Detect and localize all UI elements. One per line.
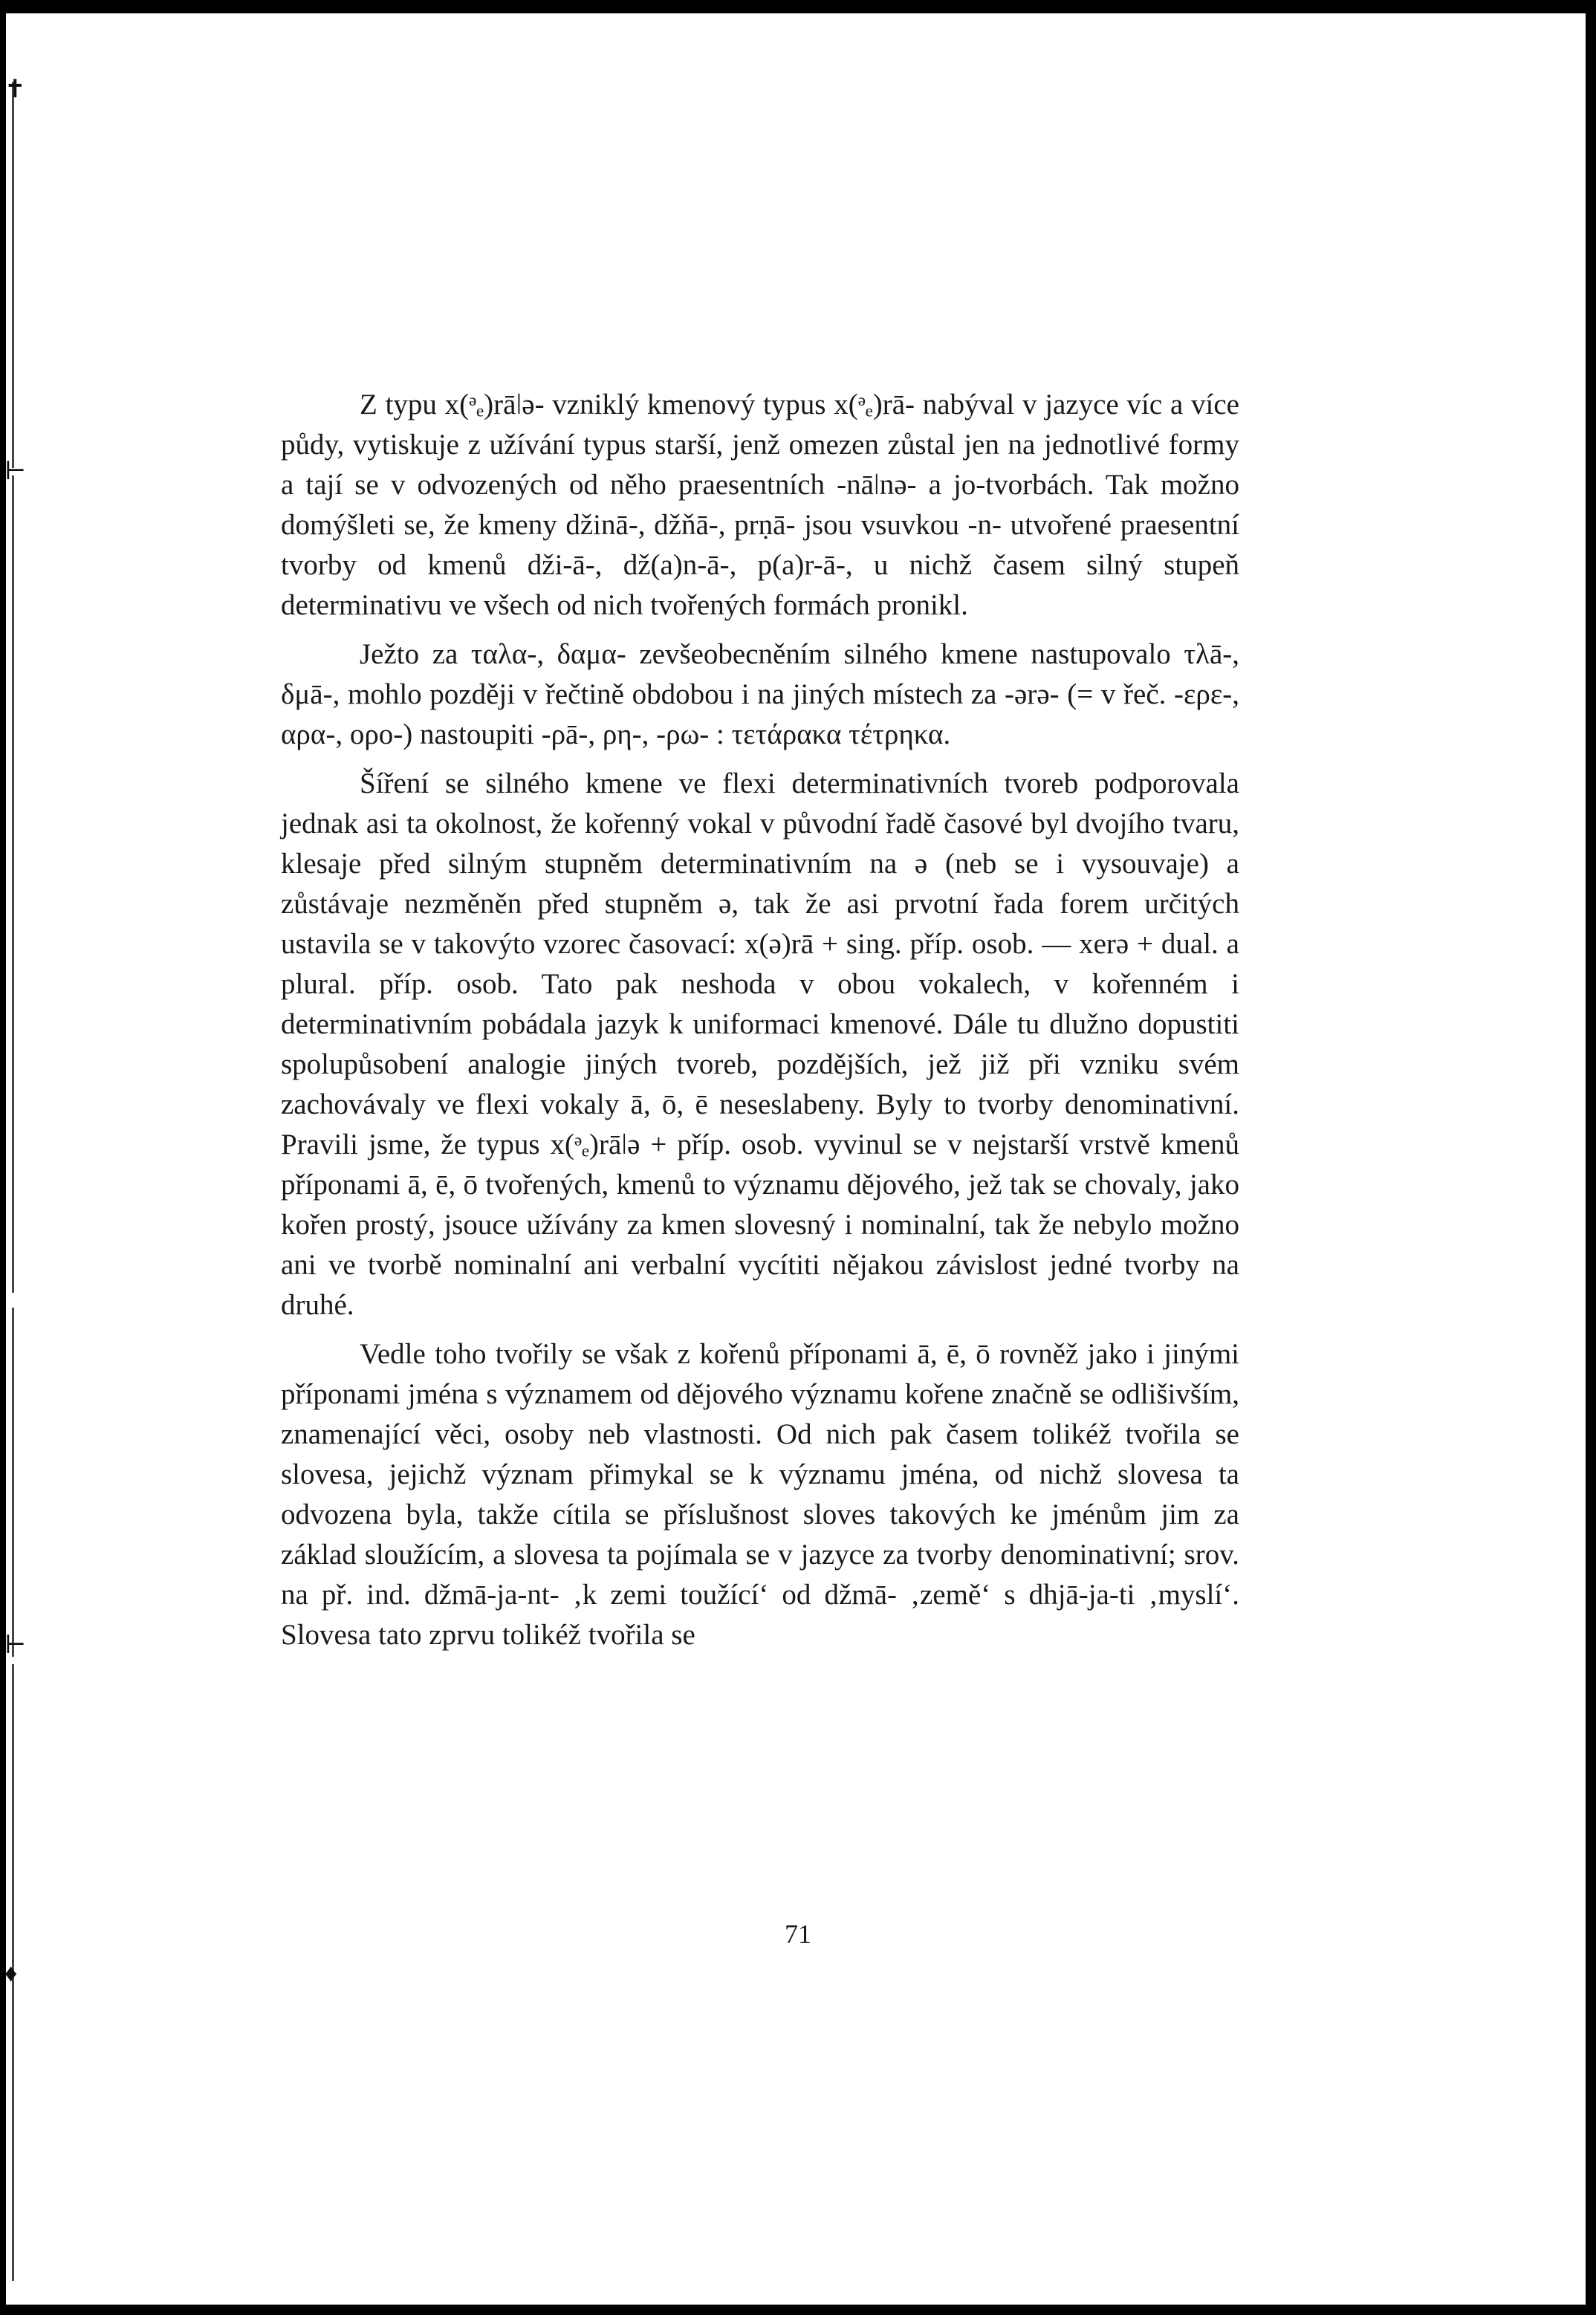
binding-mark-icon: ⊢ [4, 458, 27, 485]
page-number: 71 [785, 1919, 811, 1949]
binding-mark-icon: ⊢ [4, 1631, 27, 1659]
scan-border-top [0, 0, 1596, 13]
scan-border-right [1586, 0, 1596, 2315]
binding-mark-icon: ✝ [4, 76, 26, 103]
body-text [281, 385, 1239, 1664]
paragraph: Z typu x(ᵊₑ)rāǀə- vzniklý kmenový typus x(ᵊₑ)rā- nabýval v jazyce víc a více půdy, vytiskuje z užívání typus starší, jenž omezen zůstal jen na jednotlivé formy a tají se v odvozených od něho praesentních -nāǀnə- a jo-tvorbách. Tak možno domýšleti se, že kmeny džinā-, džňā-, prṇā- jsou vsuvkou -n- utvořené praesentní tvorby od kmenů dži-ā-, dž(a)n-ā-, p(a)r-ā-, u nichž časem silný stupeň determinativu ve všech od nich tvořených formách pronikl. [281, 389, 1239, 621]
binding-mark-icon: ♦ [4, 1960, 18, 1987]
paragraph: Ježto za ταλα-, δαμα- zevšeobecněním silného kmene nastupovalo τλā-, δμā-, mohlo později v řečtině obdobou i na jiných místech za -ərə- (= v řeč. -ερε-, αρα-, ορο-) nastoupiti -ρā-, ρη-, -ρω- : τετάρακα τέτρηκα. [281, 638, 1239, 750]
scan-border-bottom [0, 2305, 1596, 2315]
paragraph: Vedle toho tvořily se však z kořenů příponami ā, ē, ō rovněž jako i jinými příponami jména s významem od dějového významu kořene značně se odlišivším, znamenající věci, osoby neb vlastnosti. Od nich pak časem tolikéž tvořila se slovesa, jejichž význam přimykal se k významu jména, od nichž slovesa ta odvozena byla, takže cítila se příslušnost sloves takových ke jménům jim za základ sloužícím, a slovesa ta pojímala se v jazyce za tvorby denominativní; srov. na př. ind. džmā-ja-nt- ‚k zemi toužící‘ od džmā- ‚země‘ s dhjā-ja-ti ‚myslí‘. Slovesa tato zprvu tolikéž tvořila se [281, 1338, 1239, 1651]
binding-edge-line [12, 82, 14, 468]
paragraph: Šíření se silného kmene ve flexi determinativních tvoreb podporovala jednak asi ta okolnost, že kořenný vokal v původní řadě časové byl dvojího tvaru, klesaje před silným stupněm determinativním na ə (neb se i vysouvaje) a zůstávaje nezměněn před stupněm ə, tak že asi prvotní řada forem určitých ustavila se v takovýto vzorec časovací: x(ə)rā + sing. příp. osob. — xerə + dual. a plural. příp. osob. Tato pak neshoda v obou vokalech, v kořenném i determinativním pobádala jazyk k uniformaci kmenové. Dále tu dlužno dopustiti spolupůsobení analogie jiných tvoreb, pozdějších, jež již při vzniku svém zachovávaly ve flexi vokaly ā, ō, ē neseslabeny. Byly to tvorby denominativní. Pravili jsme, že typus x(ᵊₑ)rāǀə + příp. osob. vyvinul se v nejstarší vrstvě kmenů příponami ā, ē, ō tvořených, kmenů to významu dějového, jež tak se chovaly, jako kořen prostý, jsouce užívány za kmen slovesný i nominalní, tak že nebylo možno ani ve tvorbě nominalní ani verbalní vycítiti nějakou závislost jedné tvorby na druhé. [281, 767, 1239, 1321]
binding-edge-line [12, 475, 14, 1293]
binding-edge-line [12, 1308, 14, 1657]
